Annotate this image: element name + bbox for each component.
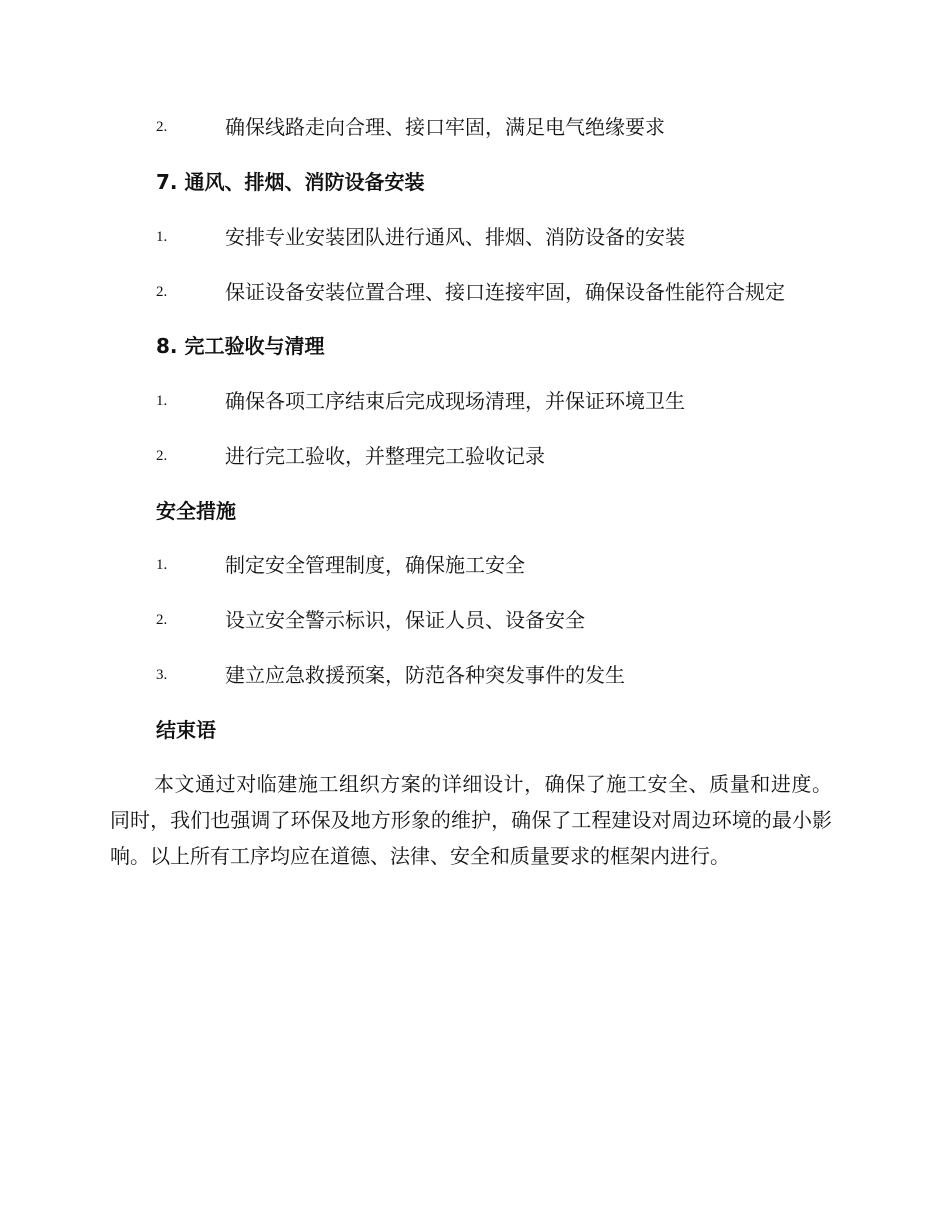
section-heading-safety: 安全措施 <box>156 499 236 523</box>
list-item-number: 2. <box>156 284 168 300</box>
list-item-text: 进行完工验收，并整理完工验收记录 <box>225 444 545 468</box>
list-item <box>0 277 950 307</box>
list-item <box>0 441 950 471</box>
list-item <box>0 112 950 142</box>
list-item <box>0 386 950 416</box>
list-item <box>0 660 950 690</box>
list-item-number: 1. <box>156 229 168 245</box>
list-item-number: 1. <box>156 557 168 573</box>
section-heading-completion: 8. 完工验收与清理 <box>156 334 325 358</box>
list-item-number: 2. <box>156 448 168 464</box>
list-item-number: 2. <box>156 119 168 135</box>
list-item-number: 3. <box>156 667 168 683</box>
list-item-text: 制定安全管理制度，确保施工安全 <box>225 553 525 577</box>
conclusion-paragraph: 本文通过对临建施工组织方案的详细设计，确保了施工安全、质量和进度。同时，我们也强调了环保及地方形象的维护，确保了工程建设对周边环境的最小影响。以上所有工序均应在道德、法律、安全和质量要求的框架内进行。 <box>110 772 832 868</box>
section-heading-conclusion: 结束语 <box>156 718 216 742</box>
list-item <box>0 222 950 252</box>
list-item-text: 确保线路走向合理、接口牢固，满足电气绝缘要求 <box>225 115 665 139</box>
list-item-number: 2. <box>156 612 168 628</box>
list-item <box>0 550 950 580</box>
list-item-text: 建立应急救援预案，防范各种突发事件的发生 <box>225 663 625 687</box>
section-heading-ventilation: 7. 通风、排烟、消防设备安装 <box>156 170 425 194</box>
list-item-number: 1. <box>156 393 168 409</box>
list-item <box>0 605 950 635</box>
list-item-text: 安排专业安装团队进行通风、排烟、消防设备的安装 <box>225 225 685 249</box>
list-item-text: 保证设备安装位置合理、接口连接牢固，确保设备性能符合规定 <box>225 280 785 304</box>
list-item-text: 设立安全警示标识，保证人员、设备安全 <box>225 608 585 632</box>
list-item-text: 确保各项工序结束后完成现场清理，并保证环境卫生 <box>225 389 685 413</box>
